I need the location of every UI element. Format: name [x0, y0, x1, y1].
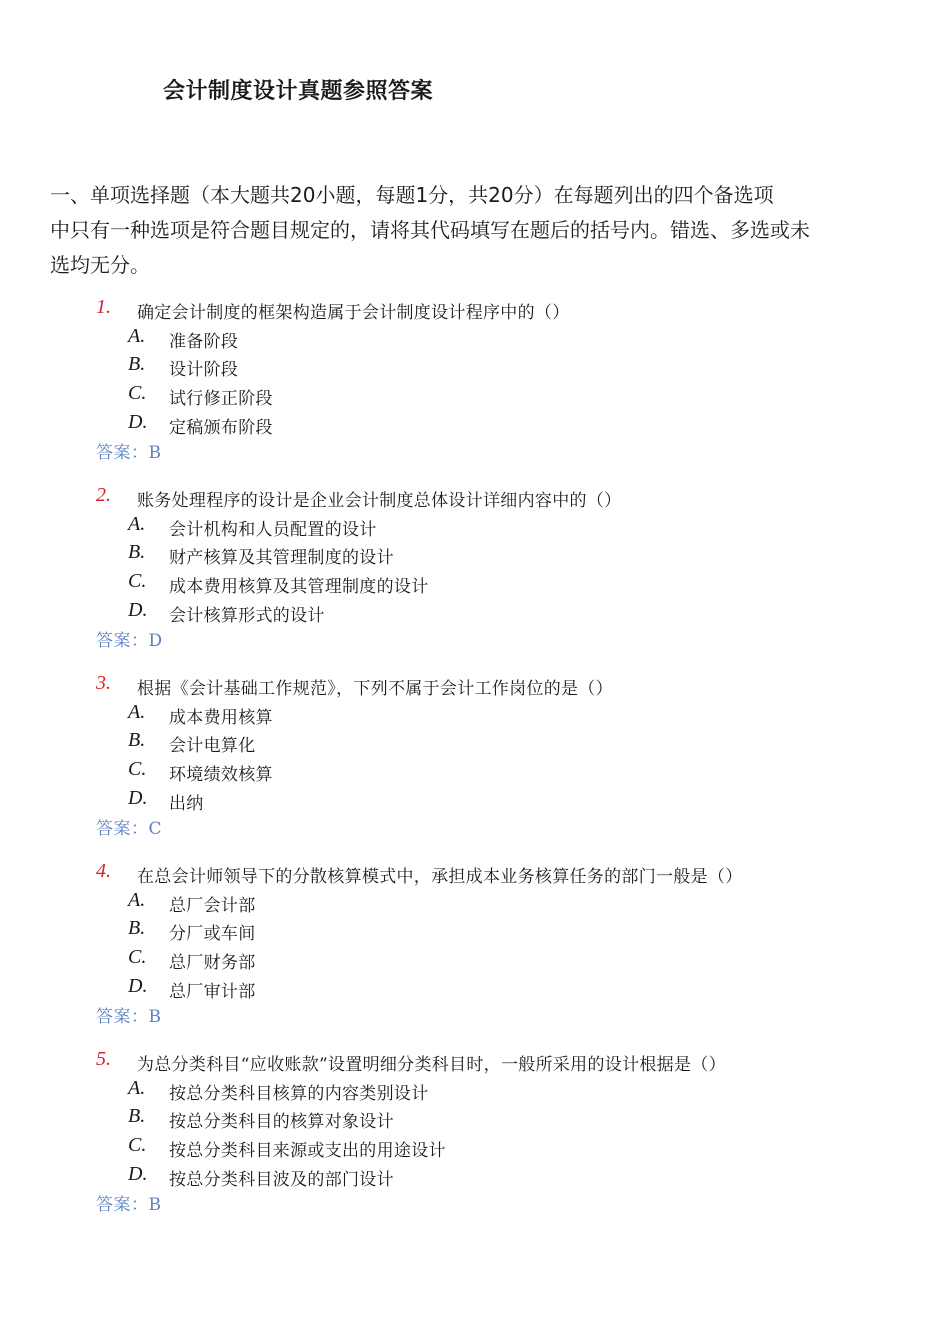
option-text: 成本费用核算及其管理制度的设计	[169, 577, 429, 597]
instructions-line-1: 一、单项选择题（本大题共20小题，每题1分，共20分）在每题列出的四个备选项	[50, 183, 774, 207]
answer-key: 答案：B	[96, 1007, 162, 1027]
option-text: 总厂审计部	[169, 982, 256, 1002]
option-text: 按总分类科目核算的内容类别设计	[169, 1084, 429, 1104]
option-letter: A.	[128, 889, 146, 911]
option-text: 定稿颁布阶段	[169, 418, 273, 438]
option-text: 出纳	[169, 794, 204, 814]
question-number: 5.	[96, 1048, 111, 1070]
option-letter: B.	[128, 1105, 146, 1127]
option-text: 试行修正阶段	[169, 389, 273, 409]
option-letter: C.	[128, 1134, 147, 1156]
question-text: 在总会计师领导下的分散核算模式中，承担成本业务核算任务的部门一般是（）	[137, 867, 743, 887]
question-number: 3.	[96, 672, 111, 694]
option-letter: D.	[128, 787, 148, 809]
option-text: 分厂或车间	[169, 924, 256, 944]
question-text: 确定会计制度的框架构造属于会计制度设计程序中的（）	[137, 303, 570, 323]
option-letter: D.	[128, 599, 148, 621]
option-text: 环境绩效核算	[169, 765, 273, 785]
question-number: 2.	[96, 484, 111, 506]
option-letter: B.	[128, 917, 146, 939]
option-letter: A.	[128, 513, 146, 535]
option-text: 会计核算形式的设计	[169, 606, 325, 626]
option-letter: B.	[128, 353, 146, 375]
option-letter: D.	[128, 975, 148, 997]
answer-key: 答案：B	[96, 443, 162, 463]
option-letter: A.	[128, 325, 146, 347]
question-text: 根据《会计基础工作规范》，下列不属于会计工作岗位的是（）	[137, 679, 613, 699]
option-letter: A.	[128, 1077, 146, 1099]
option-text: 按总分类科目波及的部门设计	[169, 1170, 394, 1190]
question-text: 为总分类科目“应收账款”设置明细分类科目时，一般所采用的设计根据是（）	[137, 1055, 726, 1075]
option-letter: D.	[128, 1163, 148, 1185]
option-text: 成本费用核算	[169, 708, 273, 728]
option-letter: C.	[128, 570, 147, 592]
section-instructions	[50, 178, 910, 283]
option-letter: C.	[128, 946, 147, 968]
question-number: 4.	[96, 860, 111, 882]
option-text: 会计机构和人员配置的设计	[169, 520, 377, 540]
answer-key: 答案：D	[96, 631, 163, 651]
answer-key: 答案：B	[96, 1195, 162, 1215]
option-text: 总厂会计部	[169, 896, 256, 916]
instructions-line-2: 中只有一种选项是符合题目规定的，请将其代码填写在题后的括号内。错选、多选或未	[50, 218, 810, 242]
option-text: 按总分类科目的核算对象设计	[169, 1112, 394, 1132]
option-letter: C.	[128, 758, 147, 780]
option-letter: B.	[128, 729, 146, 751]
option-text: 设计阶段	[169, 360, 239, 380]
option-letter: B.	[128, 541, 146, 563]
question-number: 1.	[96, 296, 111, 318]
option-text: 准备阶段	[169, 332, 239, 352]
option-letter: D.	[128, 411, 148, 433]
option-text: 按总分类科目来源或支出的用途设计	[169, 1141, 446, 1161]
option-letter: C.	[128, 382, 147, 404]
instructions-line-3: 选均无分。	[50, 253, 150, 277]
option-letter: A.	[128, 701, 146, 723]
question-text: 账务处理程序的设计是企业会计制度总体设计详细内容中的（）	[137, 491, 622, 511]
answer-key: 答案：C	[96, 819, 163, 839]
document-title: 会计制度设计真题参照答案	[163, 79, 434, 104]
option-text: 会计电算化	[169, 736, 256, 756]
option-text: 财产核算及其管理制度的设计	[169, 548, 394, 568]
option-text: 总厂财务部	[169, 953, 256, 973]
